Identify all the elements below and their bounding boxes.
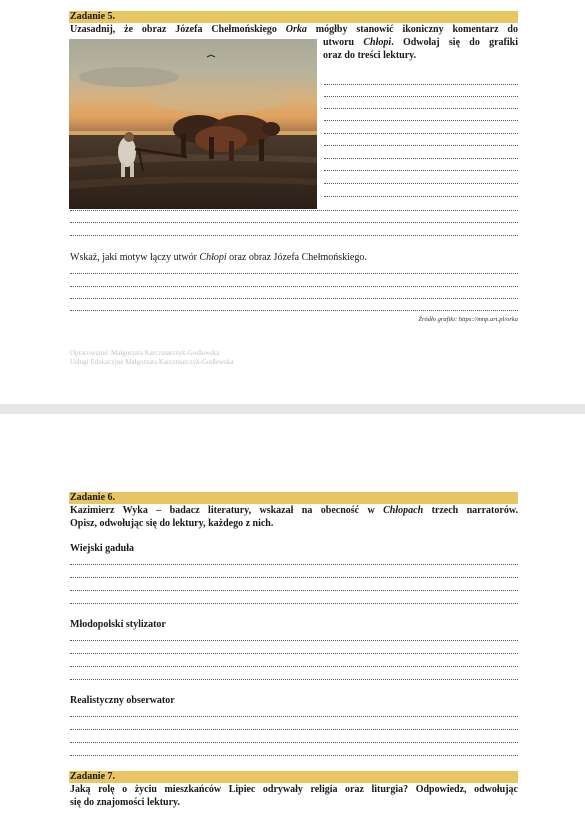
image-source-caption: Źródło grafiki: https://mnp.art.pl/orka xyxy=(418,316,518,323)
answer-line[interactable] xyxy=(70,653,518,654)
answer-line[interactable] xyxy=(324,145,518,146)
section-heading-mlodopolski-stylizator: Młodopolski stylizator xyxy=(70,619,166,630)
answer-line[interactable] xyxy=(324,170,518,171)
answer-line[interactable] xyxy=(70,210,518,211)
section-heading-wiejski-gadula: Wiejski gaduła xyxy=(70,543,134,554)
footer-company: Usługi Edukacyjne Małgorzata Karczmarczyk-Godlewska xyxy=(70,358,234,366)
answer-line[interactable] xyxy=(324,183,518,184)
answer-line[interactable] xyxy=(70,564,518,565)
answer-line[interactable] xyxy=(70,603,518,604)
task-6-header: Zadanie 6. xyxy=(69,492,518,504)
answer-line[interactable] xyxy=(70,755,518,756)
answer-line[interactable] xyxy=(324,84,518,85)
task-5-question-2: Wskaż, jaki motyw łączy utwór Chłopi oraz obraz Józefa Chełmońskiego. xyxy=(70,252,367,263)
oil-painting-ploughing-oxen-icon xyxy=(69,39,317,209)
task-5-prompt-line-1: Uzasadnij, że obraz Józefa Chełmońskiego Orka mógłby stanowić ikoniczny komentarz do xyxy=(70,24,518,35)
task-7-header: Zadanie 7. xyxy=(69,771,518,783)
answer-line[interactable] xyxy=(70,666,518,667)
answer-line[interactable] xyxy=(324,158,518,159)
worksheet-page-2 xyxy=(0,414,585,817)
task-6-prompt-line-1: Kazimierz Wyka – badacz literatury, wskazał na obecność w Chłopach trzech narratorów. xyxy=(70,505,518,516)
answer-line[interactable] xyxy=(324,108,518,109)
task-7-prompt-line-1: Jaką rolę o życiu mieszkańców Lipiec odrywały religia oraz liturgia? Odpowiedz, odwołując xyxy=(70,784,518,795)
answer-line[interactable] xyxy=(70,222,518,223)
task-5-prompt-line-3: oraz do treści lektury. xyxy=(323,50,417,61)
orka-painting-image xyxy=(69,39,317,209)
answer-line[interactable] xyxy=(324,196,518,197)
section-heading-realistyczny-obserwator: Realistyczny obserwator xyxy=(70,695,175,706)
task-7-prompt-line-2: się do znajomości lektury. xyxy=(70,797,180,808)
worksheet-page-1 xyxy=(0,0,585,404)
task-6-prompt-line-2: Opisz, odwołując się do lektury, każdego z nich. xyxy=(70,518,274,529)
answer-line[interactable] xyxy=(70,679,518,680)
answer-line[interactable] xyxy=(70,640,518,641)
answer-line[interactable] xyxy=(70,298,518,299)
answer-line[interactable] xyxy=(70,310,518,311)
answer-line[interactable] xyxy=(70,577,518,578)
answer-line[interactable] xyxy=(70,286,518,287)
footer-author: Opracowanie: Małgorzata Karczmarczyk-Godlewska xyxy=(70,349,220,357)
answer-line[interactable] xyxy=(70,742,518,743)
answer-line[interactable] xyxy=(70,273,518,274)
answer-line[interactable] xyxy=(70,590,518,591)
answer-line[interactable] xyxy=(324,133,518,134)
answer-line[interactable] xyxy=(70,729,518,730)
task-5-prompt-line-2: utworu Chłopi. Odwołaj się do grafiki xyxy=(323,37,518,48)
answer-line[interactable] xyxy=(70,235,518,236)
answer-line[interactable] xyxy=(70,716,518,717)
task-5-header: Zadanie 5. xyxy=(69,11,518,23)
answer-line[interactable] xyxy=(324,96,518,97)
page-separator xyxy=(0,404,585,414)
answer-line[interactable] xyxy=(324,120,518,121)
